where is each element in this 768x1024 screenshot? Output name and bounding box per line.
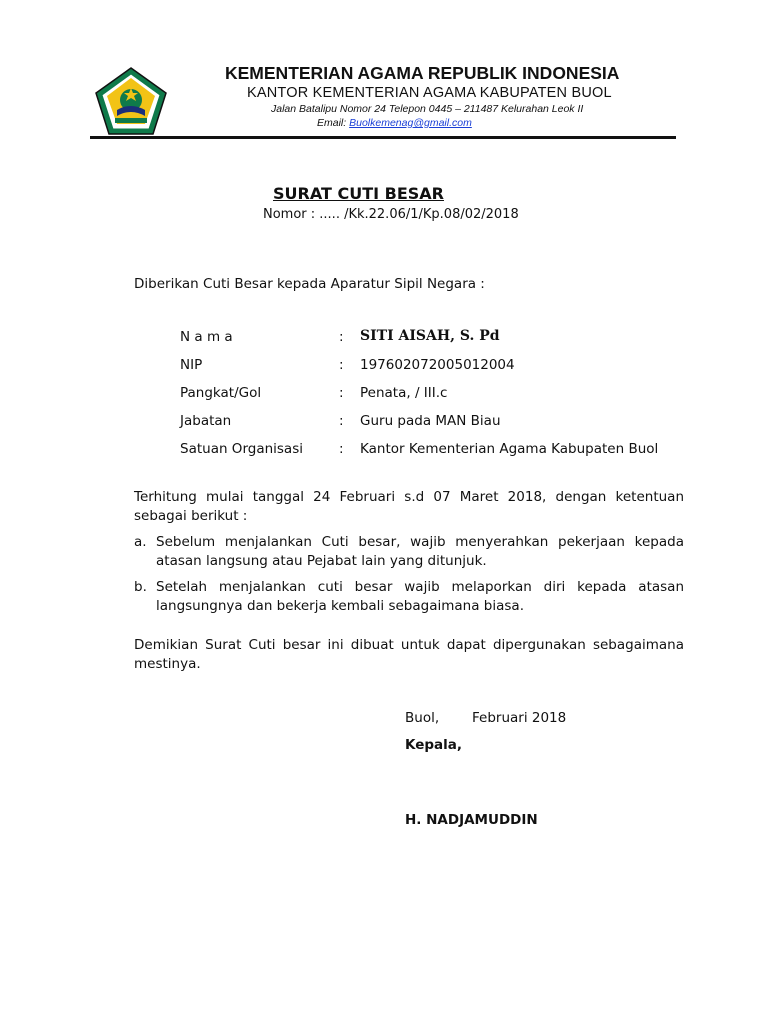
period-paragraph: Terhitung mulai tanggal 24 Februari s.d 07 Maret 2018, dengan ketentuan sebagai berikut : <box>134 489 684 524</box>
field-label-pangkat: Pangkat/Gol <box>180 385 262 401</box>
letter-title: SURAT CUTI BESAR <box>273 184 444 203</box>
list-text: Sebelum menjalankan Cuti besar, wajib menyerahkan pekerjaan kepada atasan langsung atau Pejabat lain yang ditunjuk. <box>156 534 684 569</box>
signature-name: H. NADJAMUDDIN <box>405 812 538 828</box>
field-label-nip: NIP <box>180 357 203 373</box>
letter-intro: Diberikan Cuti Besar kepada Aparatur Sipil Negara : <box>134 276 485 292</box>
field-value-pangkat: Penata, / III.c <box>360 385 448 401</box>
header-email-line <box>317 117 472 129</box>
field-value-nip: 197602072005012004 <box>360 357 515 373</box>
list-marker: a. <box>134 534 147 550</box>
email-link[interactable]: Buolkemenag@gmail.com <box>349 117 472 129</box>
ministry-emblem <box>93 66 169 136</box>
field-value-nama: SITI AISAH, S. Pd <box>360 328 500 344</box>
email-label: Email: <box>317 117 347 129</box>
header-ministry: KEMENTERIAN AGAMA REPUBLIK INDONESIA <box>225 63 620 83</box>
field-value-satuan: Kantor Kementerian Agama Kabupaten Buol <box>360 441 659 457</box>
letter-number: Nomor : ..... /Kk.22.06/1/Kp.08/02/2018 <box>263 207 519 222</box>
header-office: KANTOR KEMENTERIAN AGAMA KABUPATEN BUOL <box>247 85 612 101</box>
list-text: Setelah menjalankan cuti besar wajib melaporkan diri kepada atasan langsungnya dan bekerja kembali sebagaimana biasa. <box>156 579 684 614</box>
signature-place: Buol, <box>405 710 440 726</box>
field-colon: : <box>339 441 344 457</box>
field-colon: : <box>339 357 344 373</box>
field-colon: : <box>339 385 344 401</box>
closing-paragraph: Demikian Surat Cuti besar ini dibuat untuk dapat dipergunakan sebagaimana mestinya. <box>134 637 684 672</box>
header-divider <box>90 136 676 139</box>
signature-position: Kepala, <box>405 737 463 753</box>
field-label-satuan: Satuan Organisasi <box>180 441 303 457</box>
field-colon: : <box>339 329 344 345</box>
field-label-jabatan: Jabatan <box>180 413 232 429</box>
header-address: Jalan Batalipu Nomor 24 Telepon 0445 – 211487 Kelurahan Leok II <box>271 103 584 115</box>
list-marker: b. <box>134 579 147 595</box>
field-value-jabatan: Guru pada MAN Biau <box>360 413 501 429</box>
field-colon: : <box>339 413 344 429</box>
signature-date: Februari 2018 <box>472 710 567 726</box>
field-label-nama: N a m a <box>180 329 233 345</box>
